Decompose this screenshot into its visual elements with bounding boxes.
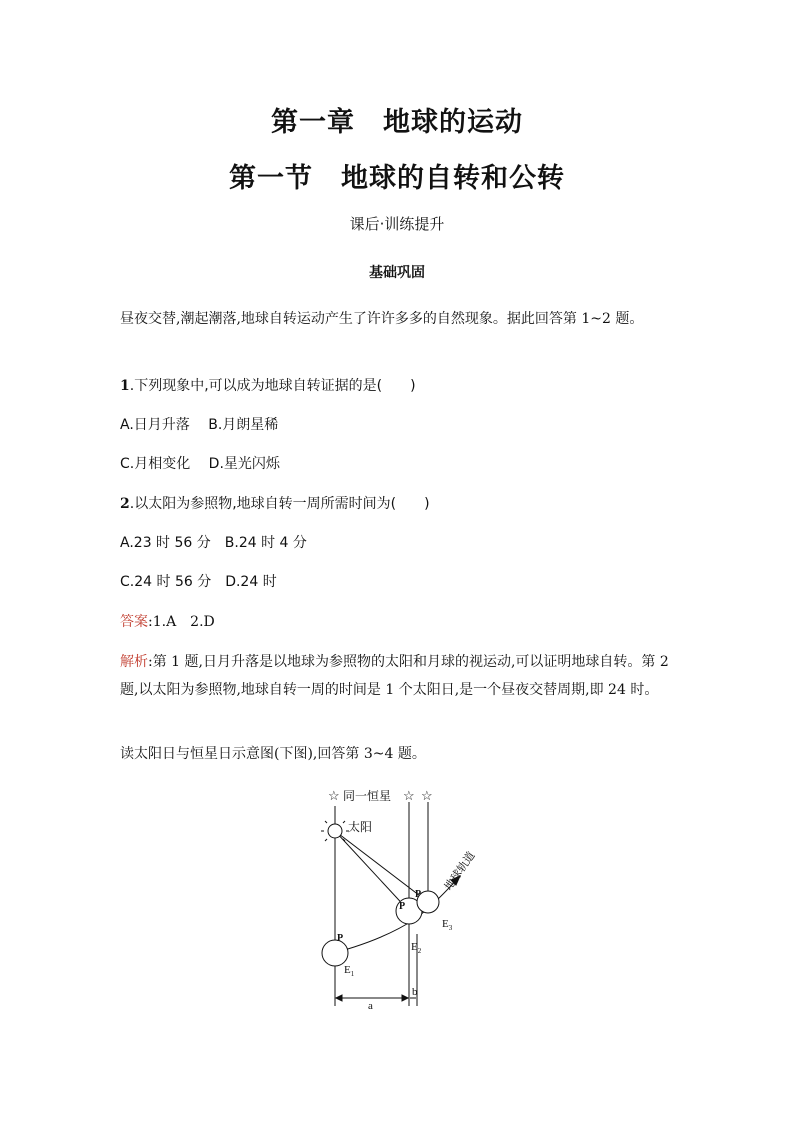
section-title: 第一节 地球的自转和公转 <box>229 163 565 194</box>
question-1-options-row-1: A.日月升落 B.月朗星稀 <box>120 417 279 433</box>
sun-label: 太阳 <box>348 820 373 834</box>
orbit-label: 地球轨道 <box>442 849 478 893</box>
a-label: a <box>368 1000 373 1012</box>
a-arrow-right <box>402 995 408 1001</box>
question-2-options-row-1: A.23 时 56 分 B.24 时 4 分 <box>120 535 307 551</box>
intro-paragraph-2: 读太阳日与恒星日示意图(下图),回答第 3~4 题。 <box>120 746 426 762</box>
e1-label: $E_1$ <box>344 964 355 978</box>
point-p-e2: P <box>399 901 406 912</box>
chapter-title: 第一章 地球的运动 <box>271 107 523 138</box>
subtitle: 课后·训练提升 <box>349 215 445 233</box>
star-icon-1: ☆ <box>328 788 340 803</box>
point-p-e1: P <box>337 933 344 944</box>
a-arrow-left <box>336 995 342 1001</box>
question-1 <box>120 376 416 396</box>
star-icon-3: ☆ <box>421 788 433 803</box>
question-1-stem: .下列现象中,可以成为地球自转证据的是( ) <box>129 378 416 394</box>
star-icon-2: ☆ <box>403 788 415 803</box>
question-1-options-row-2: C.月相变化 D.星光闪烁 <box>120 456 280 472</box>
question-2-number: 2 <box>120 496 130 512</box>
question-1-number: 1 <box>120 378 130 394</box>
e2-label: $E_2$ <box>411 941 422 955</box>
answer-line <box>120 612 215 632</box>
analysis-label: 解析 <box>120 654 148 670</box>
same-star-label: 同一恒星 <box>343 789 392 803</box>
answer-text: :1.A 2.D <box>148 614 215 630</box>
question-2-stem: .以太阳为参照物,地球自转一周所需时间为( ) <box>129 496 430 512</box>
intro-paragraph-1: 昼夜交替,潮起潮落,地球自转运动产生了许许多多的自然现象。据此回答第 1~2 题。 <box>120 311 644 327</box>
earth-e1 <box>322 940 348 966</box>
analysis-text: :第 1 题,日月升落是以地球为参照物的太阳和月球的视运动,可以证明地球自转。第 2 题,以太阳为参照物,地球自转一周的时间是 1 个太阳日,是一个昼夜交替周期,即 24 时。 <box>120 654 669 698</box>
solar-sidereal-day-diagram <box>300 784 490 1018</box>
b-label: b <box>412 986 418 998</box>
answer-label: 答案 <box>120 614 148 630</box>
question-2 <box>120 494 430 514</box>
diagram-svg <box>300 784 490 1014</box>
e3-label: $E_3$ <box>442 918 453 932</box>
sun-ray-e2 <box>335 831 409 911</box>
point-p-e3: P <box>415 889 422 900</box>
part-label: 基础巩固 <box>369 265 425 281</box>
question-2-options-row-2: C.24 时 56 分 D.24 时 <box>120 574 277 590</box>
analysis-paragraph <box>120 648 680 704</box>
